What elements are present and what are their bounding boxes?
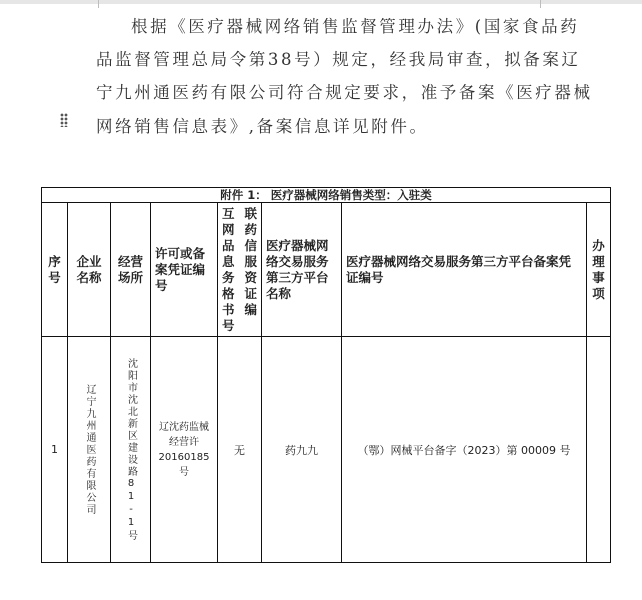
table-caption: 附件 1： 医疗器械网络销售类型：入驻类	[42, 188, 611, 203]
table-row	[42, 337, 611, 563]
registration-table	[41, 187, 611, 563]
drag-handle-icon[interactable]	[60, 113, 68, 127]
intro-line-1: 根据《医疗器械网络销售监督管理办法》(国家食品药	[131, 17, 580, 36]
header-license: 许可或备案凭证编号	[151, 203, 218, 337]
header-platform-name: 医疗器械网络交易服务第三方平台名称	[262, 203, 342, 337]
cell-address: 沈阳市沈北新区建设路81-1号	[111, 337, 151, 563]
cell-seq: 1	[42, 337, 68, 563]
header-seq: 序号	[42, 203, 68, 337]
cell-license: 辽沈药监械经营许20160185号	[151, 337, 218, 563]
page-top-rule	[0, 0, 642, 4]
intro-line-3: 宁九州通医药有限公司符合规定要求，准予备案《医疗器械	[96, 83, 593, 102]
header-platform-cert: 医疗器械网络交易服务第三方平台备案凭证编号	[342, 203, 587, 337]
intro-line-4: 网络销售信息表》,备案信息详见附件。	[96, 117, 429, 136]
intro-line-2: 品监督管理总局令第38号）规定，经我局审查，拟备案辽	[96, 50, 581, 69]
cell-platform-name: 药九九	[262, 337, 342, 563]
cell-platform-cert: （鄂）网械平台备字（2023）第 00009 号	[342, 337, 587, 563]
header-internet-cert: 互联网药品信息服务资格证书编号	[218, 203, 262, 337]
cell-company: 辽宁九州通医药有限公司	[68, 337, 111, 563]
cell-internet-cert: 无	[218, 337, 262, 563]
header-company: 企业名称	[68, 203, 111, 337]
header-handling: 办理事项	[587, 203, 611, 337]
cell-handling	[587, 337, 611, 563]
header-address: 经营场所	[111, 203, 151, 337]
